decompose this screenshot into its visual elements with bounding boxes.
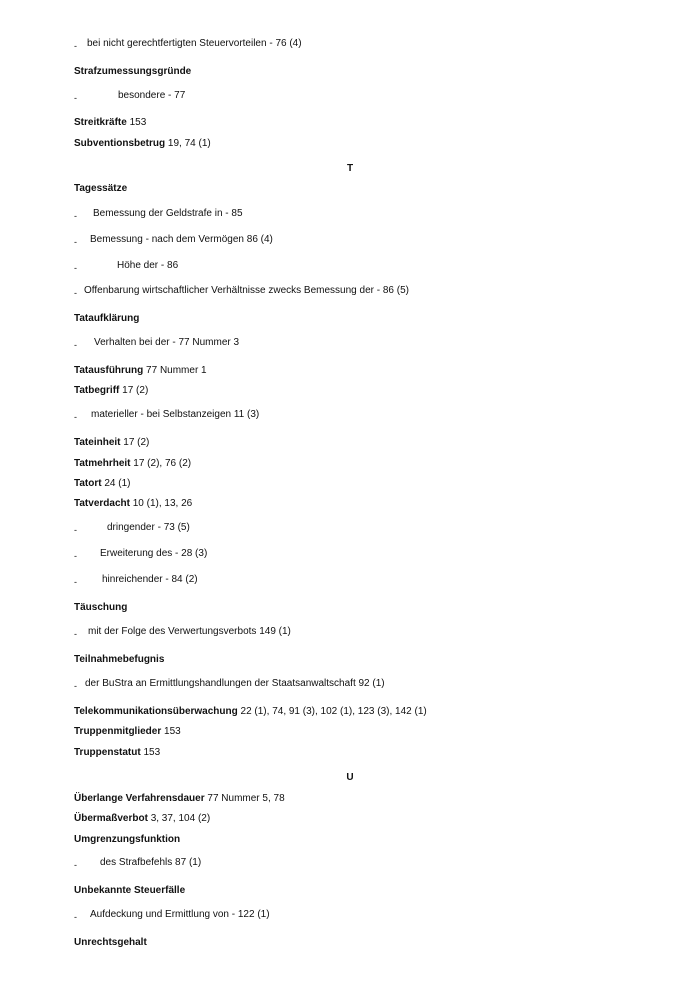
entry-term: Unrechtsgehalt (74, 937, 147, 948)
index-entry (74, 834, 180, 846)
index-subentry (74, 337, 239, 351)
entry-term: Tatmehrheit (74, 458, 131, 469)
subentry-text: dringender - 73 (5) (107, 522, 190, 533)
index-subentry (74, 90, 185, 104)
entry-term: Teilnahmebefugnis (74, 654, 165, 665)
entry-term: Tatbegriff (74, 385, 120, 396)
entry-refs: 153 (129, 117, 147, 128)
index-entry (74, 313, 139, 325)
entry-refs: 10 (1), 13, 26 (132, 498, 193, 509)
index-entry (74, 793, 285, 805)
entry-term: Tateinheit (74, 437, 121, 448)
index-subentry (74, 234, 273, 248)
dash-icon: - (74, 629, 77, 639)
index-entry (74, 66, 191, 78)
entry-refs: 17 (2) (123, 437, 150, 448)
index-entry (74, 385, 148, 397)
entry-term: Tataufklärung (74, 313, 140, 324)
dash-icon: - (74, 93, 77, 103)
subentry-text: Bemessung - nach dem Vermögen 86 (4) (90, 234, 273, 245)
subentry-text: bei nicht gerechtfertigten Steuervorteilen - 76 (4) (87, 38, 302, 49)
entry-term: Tatverdacht (74, 498, 130, 509)
dash-icon: - (74, 263, 77, 273)
subentry-text: des Strafbefehls 87 (1) (100, 857, 202, 868)
index-subentry (74, 285, 409, 299)
dash-icon: - (74, 577, 77, 587)
dash-icon: - (74, 41, 77, 51)
index-entry (74, 138, 211, 150)
index-entry (74, 498, 192, 510)
index-subentry (74, 678, 385, 692)
entry-term: Telekommunikationsüberwachung (74, 706, 238, 717)
subentry-text: Verhalten bei der - 77 Nummer 3 (94, 337, 240, 348)
index-entry (74, 885, 185, 897)
index-subentry (74, 574, 198, 588)
subentry-text: mit der Folge des Verwertungsverbots 149 (1) (88, 626, 291, 637)
dash-icon: - (74, 551, 77, 561)
index-subentry (74, 548, 207, 562)
entry-refs: 17 (2), 76 (2) (133, 458, 192, 469)
index-subentry (74, 909, 270, 923)
index-subentry (74, 522, 190, 536)
subentry-text: Aufdeckung und Ermittlung von - 122 (1) (90, 909, 270, 920)
entry-term: Truppenmitglieder (74, 726, 162, 737)
entry-term: Subventionsbetrug (74, 138, 166, 149)
index-subentry (74, 260, 178, 274)
subentry-text: hinreichender - 84 (2) (102, 574, 198, 585)
dash-icon: - (74, 681, 77, 691)
subentry-text: materieller - bei Selbstanzeigen 11 (3) (91, 409, 260, 420)
dash-icon: - (74, 525, 77, 535)
index-entry (74, 726, 181, 738)
entry-term: Übermaßverbot (74, 813, 148, 824)
entry-term: Truppenstatut (74, 747, 141, 758)
index-entry (74, 706, 427, 718)
index-subentry (74, 208, 243, 222)
dash-icon: - (74, 211, 77, 221)
index-entry (74, 365, 207, 377)
subentry-text: Offenbarung wirtschaftlicher Verhältnisse zwecks Bemessung der - 86 (5) (84, 285, 409, 296)
entry-term: Täuschung (74, 602, 128, 613)
dash-icon: - (74, 912, 77, 922)
entry-term: Umgrenzungsfunktion (74, 834, 181, 845)
index-entry (74, 117, 146, 129)
section-letter: T (346, 163, 354, 174)
index-subentry (74, 626, 291, 640)
index-entry (74, 813, 210, 825)
dash-icon: - (74, 237, 77, 247)
dash-icon: - (74, 340, 77, 350)
index-entry (74, 437, 149, 449)
entry-refs: 19, 74 (1) (167, 138, 211, 149)
index-entry (74, 654, 164, 666)
index-entry (74, 183, 127, 195)
dash-icon: - (74, 860, 77, 870)
entry-refs: 153 (164, 726, 181, 737)
entry-refs: 77 Nummer 5, 78 (207, 793, 285, 804)
entry-refs: 3, 37, 104 (2) (150, 813, 211, 824)
entry-refs: 77 Nummer 1 (146, 365, 207, 376)
subentry-text: der BuStra an Ermittlungshandlungen der Staatsanwaltschaft 92 (1) (85, 678, 385, 689)
entry-term: Tagessätze (74, 183, 128, 194)
entry-refs: 24 (1) (104, 478, 131, 489)
section-letter: U (346, 772, 354, 783)
entry-refs: 17 (2) (122, 385, 149, 396)
index-subentry (74, 857, 201, 871)
index-subentry (74, 38, 302, 52)
index-entry (74, 458, 191, 470)
dash-icon: - (74, 288, 77, 298)
index-subentry (74, 409, 259, 423)
index-entry (74, 602, 127, 614)
index-entry (74, 937, 147, 949)
entry-refs: 22 (1), 74, 91 (3), 102 (1), 123 (3), 142 (1) (240, 706, 427, 717)
index-entry (74, 747, 160, 759)
index-entry (74, 478, 131, 490)
dash-icon: - (74, 412, 77, 422)
subentry-text: Erweiterung des - 28 (3) (100, 548, 208, 559)
entry-term: Streitkräfte (74, 117, 127, 128)
entry-term: Tatort (74, 478, 102, 489)
entry-term: Unbekannte Steuerfälle (74, 885, 186, 896)
entry-term: Tatausführung (74, 365, 144, 376)
entry-refs: 153 (143, 747, 161, 758)
subentry-text: Höhe der - 86 (117, 260, 179, 271)
entry-term: Strafzumessungsgründe (74, 66, 192, 77)
subentry-text: besondere - 77 (118, 90, 186, 101)
subentry-text: Bemessung der Geldstrafe in - 85 (93, 208, 243, 219)
entry-term: Überlange Verfahrensdauer (74, 793, 205, 804)
